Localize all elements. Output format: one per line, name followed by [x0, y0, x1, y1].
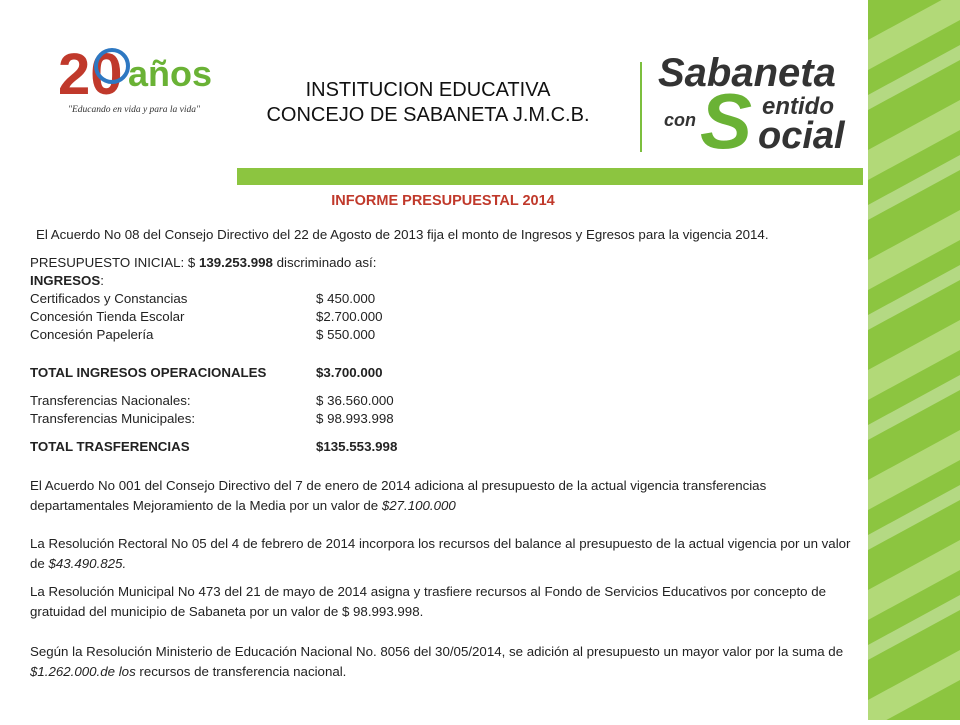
ingresos-heading — [30, 272, 856, 290]
ingresos-label: INGRESOS — [30, 273, 101, 288]
transferencia-label: Transferencias Nacionales: — [30, 393, 191, 408]
ingreso-label: Certificados y Constancias — [30, 291, 188, 306]
logo-big-s: S — [700, 77, 753, 160]
transferencia-row — [30, 392, 530, 410]
resolucion-ministerio-paragraph — [30, 642, 856, 682]
total-ingresos-value: $3.700.000 — [316, 365, 383, 380]
acuerdo-paragraph — [30, 476, 856, 516]
total-ingresos-row — [30, 364, 530, 382]
resolucion-ministerio-amount: $1.262.000.de los — [30, 664, 136, 679]
chevron-decoration — [868, 0, 960, 720]
green-header-bar — [237, 168, 863, 185]
header-divider — [640, 62, 642, 152]
ingresos-colon: : — [100, 273, 104, 288]
intro-paragraph: El Acuerdo No 08 del Consejo Directivo del 22 de Agosto de 2013 fija el monto de Ingresos y Egresos para la vigencia 2014. — [36, 227, 769, 242]
ingreso-row — [30, 326, 530, 344]
logo-number: 20 — [58, 42, 123, 107]
anniversary-logo — [48, 22, 216, 150]
ingreso-value: $2.700.000 — [316, 309, 383, 324]
ingreso-row — [30, 290, 530, 308]
logo-con-word: con — [664, 110, 697, 130]
ingreso-value: $ 550.000 — [316, 327, 376, 342]
sabaneta-logo — [656, 48, 866, 160]
transferencia-value: $ 36.560.000 — [316, 393, 394, 408]
acuerdo-amount: $27.100.000 — [381, 498, 456, 513]
presupuesto-value: 139.253.998 — [198, 255, 273, 270]
resolucion-ministerio-tail: recursos de transferencia nacional. — [135, 664, 347, 679]
ingreso-label: Concesión Tienda Escolar — [30, 309, 185, 324]
resolucion-ministerio-text: Según la Resolución Ministerio de Educación Nacional No. 8056 del 30/05/2014, se adición al presupuesto un mayor valor por la suma de — [30, 644, 844, 659]
resolucion-rectoral-paragraph — [30, 534, 856, 574]
resolucion-municipal-paragraph: La Resolución Municipal No 473 del 21 de mayo de 2014 asigna y trasfiere recursos al Fondo de Servicios Educativos por concepto de gratuidad del municipio de Sabaneta por un valor de $ 98.993.998. — [30, 584, 827, 619]
total-transferencias-value: $135.553.998 — [316, 439, 398, 454]
ingreso-row — [30, 308, 530, 326]
presupuesto-line — [30, 254, 856, 272]
logo-motto: "Educando en vida y para la vida" — [68, 105, 200, 115]
institution-title-line2: CONCEJO DE SABANETA J.M.C.B. — [266, 104, 590, 126]
presupuesto-label: PRESUPUESTO INICIAL: $ — [30, 255, 199, 270]
logo-entido-word: entido — [762, 93, 834, 120]
institution-title — [218, 78, 638, 128]
logo-sabaneta-word: Sabaneta — [658, 51, 836, 95]
resolucion-rectoral-amount: $43.490.825. — [48, 556, 127, 571]
logo-word: años — [128, 53, 213, 94]
transferencia-row — [30, 410, 530, 428]
ingreso-label: Concesión Papelería — [30, 327, 154, 342]
report-title: INFORME PRESUPUESTAL 2014 — [331, 193, 555, 209]
institution-title-line1: INSTITUCION EDUCATIVA — [305, 79, 551, 101]
transferencia-label: Transferencias Municipales: — [30, 411, 196, 426]
total-ingresos-label: TOTAL INGRESOS OPERACIONALES — [30, 365, 267, 380]
presupuesto-suffix: discriminado así: — [272, 255, 377, 270]
total-transferencias-label: TOTAL TRASFERENCIAS — [30, 439, 190, 454]
transferencia-value: $ 98.993.998 — [316, 411, 394, 426]
resolucion-rectoral-text: La Resolución Rectoral No 05 del 4 de febrero de 2014 incorpora los recursos del balance al presupuesto de la actual vigencia por un valor de — [30, 536, 851, 571]
logo-ocial-word: ocial — [758, 115, 845, 157]
total-transferencias-row — [30, 438, 530, 456]
ingreso-value: $ 450.000 — [316, 291, 376, 306]
acuerdo-text: El Acuerdo No 001 del Consejo Directivo del 7 de enero de 2014 adiciona al presupuesto de la actual vigencia transferencias departamentales Mejoramiento de la Media por un valor de — [30, 478, 767, 513]
